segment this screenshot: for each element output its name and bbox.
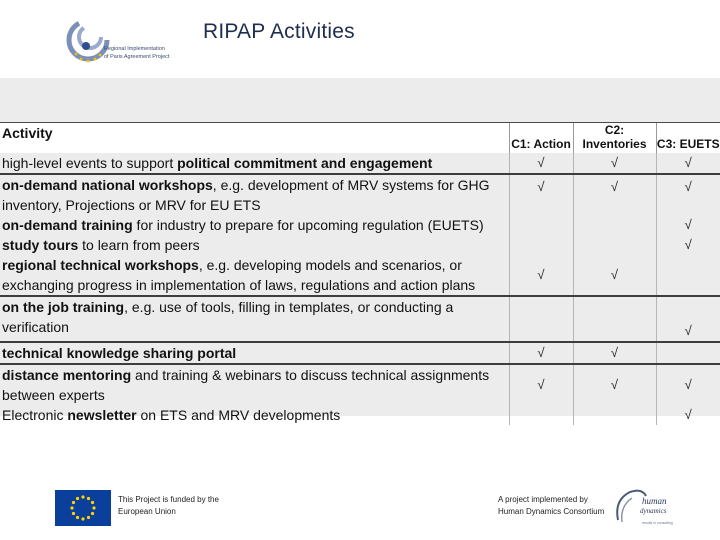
- activity-text: , e.g. development of MRV systems for GHG inventory, Projections or MRV for EU ETS: [2, 177, 490, 213]
- check-c3: [656, 342, 720, 364]
- check-c1: √: [509, 255, 573, 296]
- eu-star-icon: [87, 516, 90, 519]
- human-dynamics-logo: [612, 486, 688, 528]
- table-row: [0, 255, 720, 296]
- check-c3: √: [656, 405, 720, 425]
- table-row: [0, 235, 720, 255]
- eu-star-icon: [72, 501, 75, 504]
- check-c1: √: [509, 174, 573, 215]
- activity-cell: [0, 405, 509, 425]
- activity-text: , e.g. developing models and scenarios, or exchanging progress in implementation of laws, regulations and action plans: [2, 257, 476, 293]
- activity-cell: [0, 235, 509, 255]
- implementation-line-1: A project implemented by: [498, 495, 588, 504]
- table-row: [0, 342, 720, 364]
- table-row: [0, 296, 720, 342]
- activity-bold: study tours: [2, 237, 79, 253]
- activity-bold: political commitment and engagement: [177, 155, 433, 171]
- funding-note: [118, 494, 219, 518]
- eu-star-icon: [72, 512, 75, 515]
- check-c2: √: [573, 342, 656, 364]
- check-c3: √: [656, 364, 720, 405]
- eu-star-icon: [81, 517, 84, 520]
- check-c3: [656, 255, 720, 296]
- page-title: RIPAP Activities: [203, 20, 355, 43]
- eu-flag-icon: [55, 490, 111, 526]
- logo-text-line1: Regional Implementation: [104, 46, 165, 52]
- table-row: [0, 174, 720, 215]
- eu-star-icon: [91, 501, 94, 504]
- header-c1: C1: Action: [509, 123, 573, 154]
- check-c1: √: [509, 153, 573, 174]
- check-c2: [573, 296, 656, 342]
- activity-cell: [0, 255, 509, 296]
- check-c1: [509, 235, 573, 255]
- activity-text: for industry to prepare for upcoming regulation (EUETS): [132, 217, 484, 233]
- implementation-line-2: Human Dynamics Consortium: [498, 507, 605, 516]
- activity-bold: on the job training: [2, 299, 125, 315]
- check-c3: √: [656, 215, 720, 235]
- table-row: [0, 364, 720, 405]
- header-c3: C3: EUETS: [656, 123, 720, 154]
- check-c2: [573, 235, 656, 255]
- table-row: [0, 153, 720, 174]
- activity-text: on ETS and MRV developments: [136, 407, 341, 423]
- activity-bold: technical knowledge sharing portal: [2, 345, 237, 361]
- eu-star-icon: [92, 506, 95, 509]
- check-c2: [573, 215, 656, 235]
- activity-cell: [0, 364, 509, 405]
- check-c1: [509, 296, 573, 342]
- header-activity: Activity: [0, 123, 509, 154]
- funding-line-2: European Union: [118, 507, 176, 516]
- check-c1: √: [509, 364, 573, 405]
- activity-bold: newsletter: [67, 407, 137, 423]
- activity-text: and training & webinars to discuss technical assignments between experts: [2, 367, 490, 403]
- activity-bold: on-demand training: [2, 217, 133, 233]
- eu-star-icon: [91, 512, 94, 515]
- check-c2: √: [573, 153, 656, 174]
- check-c2: √: [573, 364, 656, 405]
- activity-cell: [0, 153, 509, 174]
- check-c2: √: [573, 174, 656, 215]
- hd-logo-word-1: human: [642, 496, 667, 506]
- check-c2: √: [573, 255, 656, 296]
- activity-bold: distance mentoring: [2, 367, 132, 383]
- check-c2: [573, 405, 656, 425]
- hd-logo-word-2: dynamics: [640, 507, 667, 515]
- table-row: [0, 405, 720, 425]
- implementation-note: [498, 494, 604, 518]
- table-header-row: [0, 123, 720, 154]
- funding-line-1: This Project is funded by the: [118, 495, 219, 504]
- activity-cell: [0, 174, 509, 215]
- activity-text: , e.g. use of tools, filling in templates, or conducting a verification: [2, 299, 454, 335]
- activity-text: Electronic: [2, 407, 68, 423]
- activities-table: [0, 122, 720, 425]
- check-c3: √: [656, 296, 720, 342]
- ripap-logo: [66, 10, 196, 72]
- activity-bold: on-demand national workshops: [2, 177, 213, 193]
- check-c3: √: [656, 235, 720, 255]
- eu-star-icon: [70, 506, 73, 509]
- activity-cell: [0, 342, 509, 364]
- check-c1: √: [509, 342, 573, 364]
- activity-cell: [0, 215, 509, 235]
- eu-star-icon: [76, 516, 79, 519]
- activity-bold: regional technical workshops: [2, 257, 199, 273]
- check-c1: [509, 405, 573, 425]
- activity-text: to learn from peers: [78, 237, 200, 253]
- activity-cell: [0, 296, 509, 342]
- eu-star-icon: [81, 495, 84, 498]
- eu-star-icon: [76, 497, 79, 500]
- logo-text-line2: of Paris Agreement Project: [104, 54, 170, 60]
- check-c3: √: [656, 153, 720, 174]
- table-row: [0, 215, 720, 235]
- eu-star-icon: [87, 497, 90, 500]
- check-c3: √: [656, 174, 720, 215]
- check-c1: [509, 215, 573, 235]
- activity-text: high-level events to support: [2, 155, 178, 171]
- hd-logo-tagline: results in consulting: [642, 521, 673, 525]
- header-c2: C2: Inventories: [573, 123, 656, 154]
